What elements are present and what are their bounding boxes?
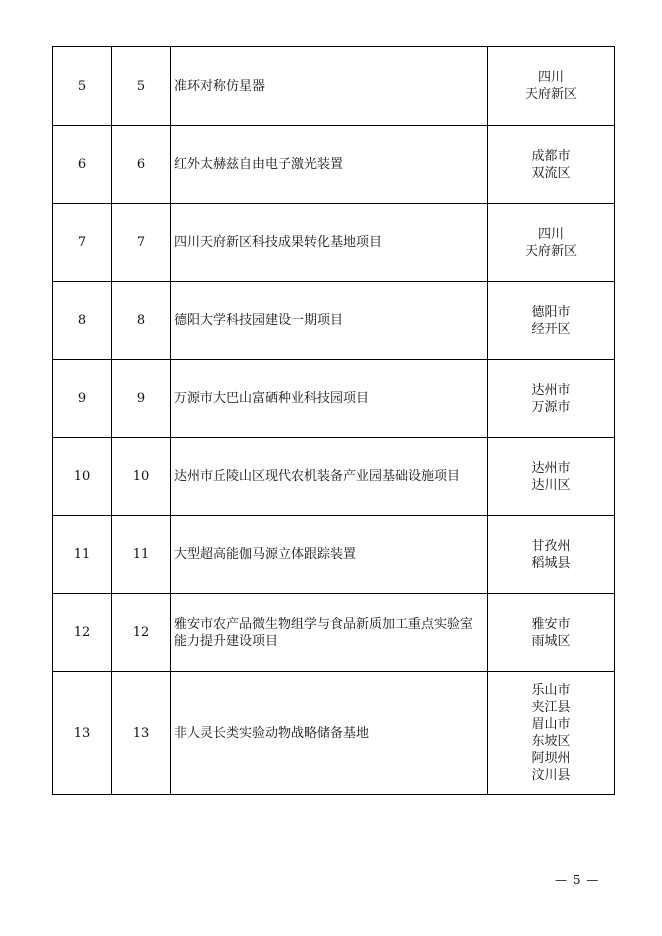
row-number-cell: 10 — [112, 438, 171, 516]
location-line: 天府新区 — [524, 87, 577, 102]
location-cell — [488, 438, 615, 516]
row-number-cell: 13 — [112, 672, 171, 795]
table-row — [53, 594, 615, 672]
location-cell — [488, 126, 615, 204]
location-line: 成都市 — [531, 148, 571, 164]
table-row — [53, 126, 615, 204]
row-index-cell: 7 — [53, 204, 112, 282]
location-line: 四川 — [537, 226, 564, 242]
row-number-cell: 9 — [112, 360, 171, 438]
location-line: 经开区 — [531, 321, 571, 337]
location-line: 雅安市 — [531, 616, 571, 632]
project-name-cell: 大型超高能伽马源立体跟踪装置 — [171, 516, 488, 594]
row-number-cell: 8 — [112, 282, 171, 360]
project-name-cell: 德阳大学科技园建设一期项目 — [171, 282, 488, 360]
location-line: 双流区 — [531, 165, 571, 181]
table-row — [53, 204, 615, 282]
project-name-cell: 准环对称仿星器 — [171, 47, 488, 126]
project-name-cell: 非人灵长类实验动物战略储备基地 — [171, 672, 488, 795]
location-line: 万源市 — [531, 399, 571, 415]
location-line: 夹江县 — [531, 700, 571, 715]
location-cell — [488, 204, 615, 282]
project-table — [52, 46, 615, 795]
location-line: 甘孜州 — [531, 538, 571, 554]
page-number: — 5 — — [555, 873, 600, 887]
location-line: 四川 — [537, 70, 564, 85]
location-line: 德阳市 — [531, 304, 571, 320]
table-row — [53, 282, 615, 360]
location-line: 天府新区 — [524, 243, 577, 259]
table-row — [53, 516, 615, 594]
row-index-cell: 10 — [53, 438, 112, 516]
row-index-cell: 13 — [53, 672, 112, 795]
project-name-cell: 雅安市农产品微生物组学与食品新质加工重点实验室能力提升建设项目 — [171, 594, 488, 672]
project-name-cell: 万源市大巴山富硒种业科技园项目 — [171, 360, 488, 438]
row-number-cell: 11 — [112, 516, 171, 594]
location-line: 眉山市 — [531, 717, 571, 732]
project-name-cell: 红外太赫兹自由电子激光装置 — [171, 126, 488, 204]
location-line: 乐山市 — [531, 683, 571, 698]
row-number-cell: 7 — [112, 204, 171, 282]
location-line: 达川区 — [531, 477, 571, 493]
row-index-cell: 5 — [53, 47, 112, 126]
location-line: 达州市 — [531, 382, 571, 398]
row-number-cell: 12 — [112, 594, 171, 672]
row-index-cell: 6 — [53, 126, 112, 204]
table-body — [53, 47, 615, 795]
location-line: 稻城县 — [531, 555, 571, 571]
row-index-cell: 9 — [53, 360, 112, 438]
table-row — [53, 47, 615, 126]
row-number-cell: 5 — [112, 47, 171, 126]
location-cell — [488, 360, 615, 438]
row-number-cell: 6 — [112, 126, 171, 204]
row-index-cell: 12 — [53, 594, 112, 672]
location-cell — [488, 282, 615, 360]
location-cell — [488, 516, 615, 594]
project-name-cell: 四川天府新区科技成果转化基地项目 — [171, 204, 488, 282]
table-row — [53, 438, 615, 516]
location-line: 汶川县 — [531, 768, 571, 783]
table-row — [53, 360, 615, 438]
location-cell — [488, 672, 615, 795]
location-line: 东坡区 — [531, 734, 571, 749]
location-line: 达州市 — [531, 460, 571, 476]
table-row — [53, 672, 615, 795]
location-line: 阿坝州 — [531, 751, 571, 766]
location-cell — [488, 594, 615, 672]
project-name-cell: 达州市丘陵山区现代农机装备产业园基础设施项目 — [171, 438, 488, 516]
location-cell — [488, 47, 615, 126]
row-index-cell: 11 — [53, 516, 112, 594]
location-line: 雨城区 — [531, 633, 571, 649]
row-index-cell: 8 — [53, 282, 112, 360]
